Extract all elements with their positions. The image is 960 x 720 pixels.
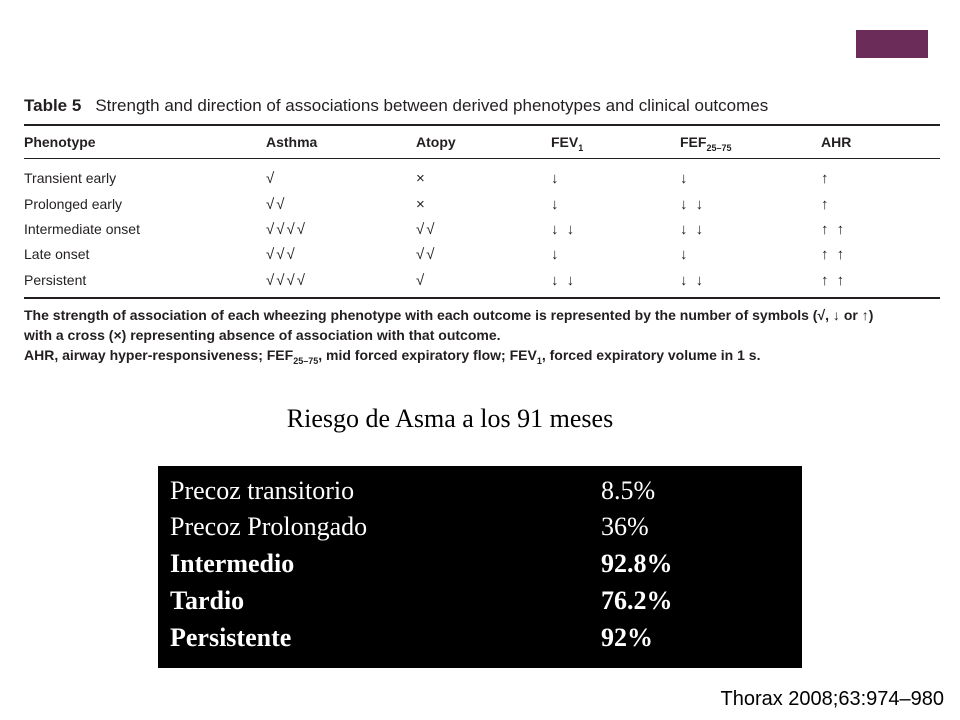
table-number: Table 5	[24, 96, 82, 115]
footnote-line-2: with a cross (×) representing absence of association with that outcome.	[24, 327, 501, 343]
cell-fef: ↓ ↓	[680, 196, 706, 213]
footnote-line-1: The strength of association of each wheezing phenotype with each outcome is represented by the number of symbols (√, ↓ or ↑)	[24, 307, 874, 323]
risk-row	[170, 476, 790, 512]
cell-ahr: ↑	[821, 196, 831, 213]
header-ahr: AHR	[821, 134, 852, 150]
risk-row	[170, 586, 790, 622]
cell-fef: ↓ ↓	[680, 221, 706, 238]
risk-row	[170, 549, 790, 585]
header-phenotype: Phenotype	[24, 134, 96, 150]
cell-fef: ↓ ↓	[680, 272, 706, 289]
risk-row	[170, 512, 790, 548]
footnote-line-3: AHR, airway hyper-responsiveness; $FEF_{25-75}$, mid forced expiratory flow; $FEV_1$, forced expiratory volume in 1 s.	[24, 347, 761, 366]
risk-title: Riesgo de Asma a los 91 meses	[286, 404, 614, 433]
cell-asthma: √√√√	[266, 221, 307, 238]
risk-label: Precoz Prolongado	[170, 512, 368, 541]
cell-fev1: ↓ ↓	[551, 221, 577, 238]
risk-label: Persistente	[170, 623, 292, 652]
risk-value: 92.8%	[601, 549, 673, 578]
risk-label: Tardio	[170, 586, 245, 615]
cell-ahr: ↑ ↑	[821, 272, 847, 289]
cell-fef: ↓	[680, 246, 690, 263]
cell-fev1: ↓ ↓	[551, 272, 577, 289]
risk-value: 36%	[601, 512, 649, 541]
risk-row	[170, 623, 790, 659]
cell-fev1: ↓	[551, 170, 561, 187]
table-footnote	[24, 305, 944, 371]
risk-value: 8.5%	[601, 476, 656, 505]
cell-atopy: √√	[416, 246, 437, 263]
header-rule	[24, 158, 940, 159]
cell-asthma: √√√	[266, 246, 297, 263]
header-asthma: Asthma	[266, 134, 318, 150]
cell-atopy: ×	[416, 170, 427, 187]
cell-ahr: ↑ ↑	[821, 246, 847, 263]
cell-atopy: √	[416, 272, 427, 289]
table-bottom-rule	[24, 297, 940, 299]
risk-box	[158, 466, 802, 668]
risk-value: 76.2%	[601, 586, 673, 615]
row-phenotype: Intermediate onset	[24, 221, 140, 237]
citation: Thorax 2008;63:974–980	[720, 688, 944, 710]
cell-ahr: ↑ ↑	[821, 221, 847, 238]
accent-block	[856, 30, 928, 58]
row-phenotype: Persistent	[24, 272, 87, 288]
cell-asthma: √	[266, 170, 277, 187]
cell-ahr: ↑	[821, 170, 831, 187]
header-atopy: Atopy	[416, 134, 456, 150]
cell-asthma: √√	[266, 196, 287, 213]
cell-asthma: √√√√	[266, 272, 307, 289]
header-fev1: $FEV_1$	[551, 134, 584, 153]
cell-fef: ↓	[680, 170, 690, 187]
table-caption	[24, 96, 944, 116]
cell-atopy: √√	[416, 221, 437, 238]
cell-atopy: ×	[416, 196, 427, 213]
row-phenotype: Transient early	[24, 170, 117, 186]
table-top-rule	[24, 124, 940, 126]
risk-value: 92%	[601, 623, 653, 652]
row-phenotype: Prolonged early	[24, 196, 123, 212]
cell-fev1: ↓	[551, 196, 561, 213]
cell-fev1: ↓	[551, 246, 561, 263]
row-phenotype: Late onset	[24, 246, 90, 262]
table-title: Strength and direction of associations between derived phenotypes and clinical outcomes	[95, 96, 769, 115]
risk-label: Intermedio	[170, 549, 295, 578]
risk-label: Precoz transitorio	[170, 476, 355, 505]
header-fef: $FEF_{25-75}$	[680, 134, 732, 153]
